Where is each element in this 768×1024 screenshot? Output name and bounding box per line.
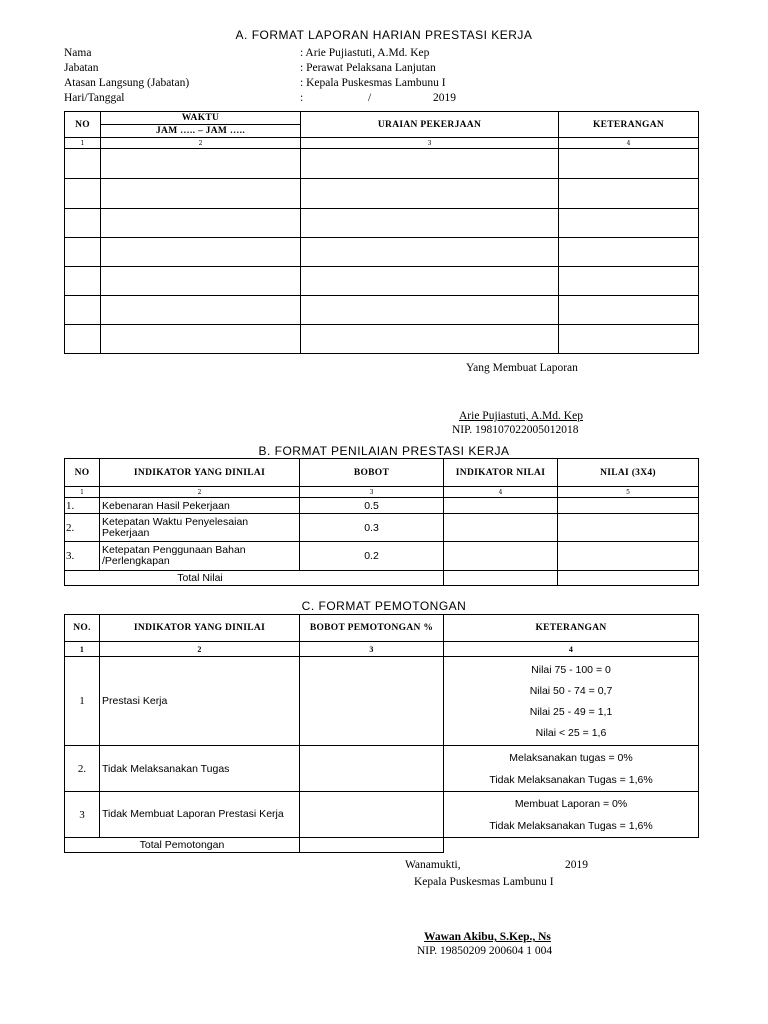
field-label-jabatan: Jabatan: [64, 62, 99, 74]
col-num: 2: [100, 487, 300, 498]
field-label-tanggal: Hari/Tanggal: [64, 92, 125, 104]
field-value-jabatan: : Perawat Pelaksana Lanjutan: [300, 62, 436, 74]
signer-role: Yang Membuat Laporan: [466, 362, 578, 374]
col-num: 5: [558, 487, 699, 498]
col-num: 2: [101, 138, 301, 149]
header-no: NO.: [65, 615, 100, 642]
col-num: 3: [301, 138, 559, 149]
row-indikator: Ketepatan Waktu Penyelesaian Pekerjaan: [100, 514, 300, 542]
table-row: [65, 514, 699, 542]
header-bobot-pemotongan: BOBOT PEMOTONGAN %: [300, 615, 444, 642]
row-no: 2.: [65, 514, 100, 542]
table-row: [65, 238, 699, 267]
keterangan-line: Melaksanakan tugas = 0%: [509, 751, 633, 764]
table-row: [65, 325, 699, 354]
field-label-atasan: Atasan Langsung (Jabatan): [64, 77, 190, 89]
col-num: 2: [100, 642, 300, 657]
keterangan-line: Tidak Melaksanakan Tugas = 1,6%: [489, 819, 653, 832]
header-keterangan: KETERANGAN: [559, 112, 699, 138]
row-indikator: Prestasi Kerja: [100, 657, 300, 746]
row-bobot: 0.3: [300, 514, 444, 542]
header-indikator: INDIKATOR YANG DINILAI: [100, 459, 300, 487]
row-no: 3: [65, 792, 100, 838]
table-row: [65, 296, 699, 325]
header-nilai: NILAI (3X4): [558, 459, 699, 487]
row-no: 3.: [65, 542, 100, 571]
field-tanggal-year: 2019: [433, 92, 456, 104]
total-nilai-label: Total Nilai: [65, 571, 444, 586]
table-row: [65, 542, 699, 571]
table-row: [65, 498, 699, 514]
keterangan-line: Nilai 75 - 100 = 0: [531, 663, 611, 676]
row-indikator: Tidak Membuat Laporan Prestasi Kerja: [100, 792, 300, 838]
signer-name: Arie Pujiastuti, A.Md. Kep: [459, 410, 583, 422]
col-num: 4: [559, 138, 699, 149]
footer-name: Wawan Akibu, S.Kep., Ns: [424, 931, 551, 943]
row-indikator: Tidak Melaksanakan Tugas: [100, 746, 300, 792]
col-num: 4: [444, 642, 699, 657]
table-row: [65, 149, 699, 179]
footer-place: Wanamukti,: [405, 859, 461, 871]
col-num: 3: [300, 642, 444, 657]
table-row: [65, 792, 699, 838]
row-indikator: Kebenaran Hasil Pekerjaan: [100, 498, 300, 514]
row-indikator: Ketepatan Penggunaan Bahan /Perlengkapan: [100, 542, 300, 571]
table-row: [65, 179, 699, 209]
pemotongan-table: [64, 614, 699, 853]
footer-year: 2019: [565, 859, 588, 871]
header-no: NO: [65, 112, 101, 138]
header-no: NO: [65, 459, 100, 487]
table-row: [65, 209, 699, 238]
penilaian-table: [64, 458, 699, 586]
total-pemotongan-label: Total Pemotongan: [65, 838, 300, 853]
footer-nip: NIP. 19850209 200604 1 004: [417, 945, 553, 957]
keterangan-line: Tidak Melaksanakan Tugas = 1,6%: [489, 773, 653, 786]
section-c-title: C. FORMAT PEMOTONGAN: [301, 599, 467, 613]
field-tanggal-slash: /: [368, 92, 372, 104]
header-indikator-nilai: INDIKATOR NILAI: [444, 459, 558, 487]
total-row: [65, 838, 699, 853]
col-num: 1: [65, 487, 100, 498]
field-value-atasan: : Kepala Puskesmas Lambunu I: [300, 77, 446, 89]
table-row: [65, 746, 699, 792]
field-value-tanggal: :: [300, 92, 304, 104]
col-num: 4: [444, 487, 558, 498]
keterangan-line: Membuat Laporan = 0%: [514, 797, 628, 810]
keterangan-line: Nilai 25 - 49 = 1,1: [529, 705, 613, 718]
row-bobot: 0.5: [300, 498, 444, 514]
laporan-table: [64, 111, 699, 354]
row-no: 1: [65, 657, 100, 746]
header-waktu: WAKTU: [101, 112, 301, 125]
header-keterangan: KETERANGAN: [444, 615, 699, 642]
header-uraian: URAIAN PEKERJAAN: [301, 112, 559, 138]
col-num: 3: [300, 487, 444, 498]
field-label-nama: Nama: [64, 47, 92, 59]
footer-role: Kepala Puskesmas Lambunu I: [414, 876, 554, 888]
keterangan-line: Nilai < 25 = 1,6: [535, 726, 607, 739]
table-row: [65, 657, 699, 746]
keterangan-line: Nilai 50 - 74 = 0,7: [529, 684, 613, 697]
table-row: [65, 267, 699, 296]
col-num: 1: [65, 642, 100, 657]
section-a-title: A. FORMAT LAPORAN HARIAN PRESTASI KERJA: [235, 28, 533, 42]
header-bobot: BOBOT: [300, 459, 444, 487]
field-value-nama: : Arie Pujiastuti, A.Md. Kep: [300, 47, 430, 59]
section-b-title: B. FORMAT PENILAIAN PRESTASI KERJA: [258, 444, 510, 458]
row-no: 1.: [65, 498, 100, 514]
row-no: 2.: [65, 746, 100, 792]
row-bobot: 0.2: [300, 542, 444, 571]
header-indikator: INDIKATOR YANG DINILAI: [100, 615, 300, 642]
signer-nip: NIP. 198107022005012018: [452, 424, 579, 436]
header-jam: JAM ….. – JAM …..: [101, 125, 301, 138]
total-row: [65, 571, 699, 586]
col-num: 1: [65, 138, 101, 149]
